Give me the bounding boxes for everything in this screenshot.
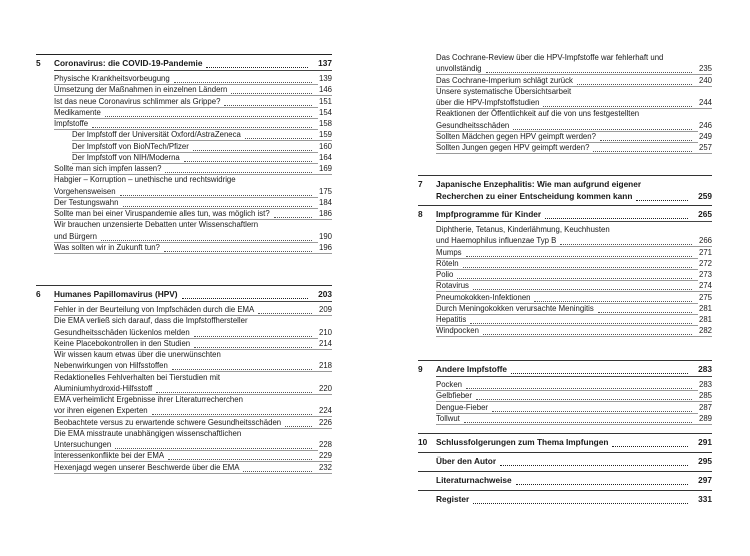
entry-page-number: 281 bbox=[698, 315, 712, 324]
heading-rule bbox=[54, 301, 332, 302]
toc-section-entry[interactable] bbox=[418, 86, 712, 98]
dot-leader bbox=[466, 388, 692, 389]
dot-leader bbox=[156, 392, 312, 393]
entry-title: Die EMA verließ sich darauf, dass die Impfstoffhersteller bbox=[54, 316, 248, 326]
dot-leader bbox=[123, 206, 312, 207]
entry-page-number: 159 bbox=[318, 130, 332, 140]
toc-section-entry[interactable] bbox=[36, 383, 332, 395]
entry-page-number: 220 bbox=[318, 383, 332, 393]
toc-section-entry[interactable] bbox=[418, 247, 712, 259]
dot-leader bbox=[120, 195, 312, 196]
entry-title: Fehler in der Beurteilung von Impfschäden durch die EMA bbox=[54, 305, 255, 314]
entry-title: Wir brauchen unzensierte Debatten unter Wissenschaftlern bbox=[54, 220, 259, 230]
chapter-title: Coronavirus: die COVID-19-Pandemie bbox=[54, 58, 203, 68]
entry-page-number: 184 bbox=[318, 197, 332, 207]
entry-title: EMA verheimlicht Ergebnisse ihrer Literaturrecherchen bbox=[54, 395, 243, 404]
entry-title: Unsere systematische Übersichtsarbeit bbox=[436, 86, 572, 96]
dot-leader bbox=[636, 200, 688, 201]
toc-chapter bbox=[418, 452, 712, 466]
entry-title: Beobachtete versus zu erwartende schwere Gesundheitsschäden bbox=[54, 417, 282, 427]
entry-page-number: 164 bbox=[318, 152, 332, 162]
entry-page-number: 224 bbox=[318, 406, 332, 416]
toc-section-entry[interactable] bbox=[36, 394, 332, 406]
entry-title: Der Impfstoff von BioNTech/Pfizer bbox=[72, 141, 189, 151]
dot-leader bbox=[115, 448, 312, 449]
entry-title: Untersuchungen bbox=[54, 440, 112, 449]
dot-leader bbox=[466, 256, 692, 257]
entry-title: Windpocken bbox=[436, 326, 479, 336]
dot-leader bbox=[285, 426, 312, 427]
entry-page-number: 285 bbox=[698, 391, 712, 401]
toc-section-entry[interactable] bbox=[418, 63, 712, 75]
chapter-title: Register bbox=[436, 494, 470, 504]
chapter-title: Humanes Papillomavirus (HPV) bbox=[54, 289, 178, 299]
entry-page-number: 226 bbox=[318, 417, 332, 427]
entry-page-number: 139 bbox=[318, 74, 332, 83]
dot-leader bbox=[101, 240, 312, 241]
toc-chapter bbox=[36, 285, 332, 472]
entry-title: Impfstoffe bbox=[54, 119, 89, 128]
toc-section-entry[interactable] bbox=[36, 163, 332, 175]
entry-page-number: 175 bbox=[318, 186, 332, 196]
entry-title: Tollwut bbox=[436, 413, 460, 423]
dot-leader bbox=[206, 67, 308, 68]
entry-page-number: 266 bbox=[698, 236, 712, 246]
entry-title: Das Cochrane-Review über die HPV-Impfstoffe war fehlerhaft und bbox=[436, 53, 664, 62]
dot-leader bbox=[243, 471, 312, 472]
chapter-page-number: 203 bbox=[318, 289, 332, 299]
dot-leader bbox=[470, 323, 692, 324]
toc-chapter-heading[interactable] bbox=[418, 436, 712, 449]
toc-section-entry[interactable] bbox=[418, 314, 712, 326]
entry-page-number: 274 bbox=[698, 281, 712, 291]
entry-title: Sollten Mädchen gegen HPV geimpft werden? bbox=[436, 131, 596, 141]
chapter-title: Impfprogramme für Kinder bbox=[436, 209, 542, 219]
dot-leader bbox=[577, 84, 692, 85]
toc-section-entry[interactable] bbox=[36, 428, 332, 440]
entry-page-number: 235 bbox=[698, 64, 712, 74]
entry-page-number: 273 bbox=[698, 270, 712, 279]
entry-title: Die EMA misstraute unabhängigen wissenschaftlichen bbox=[54, 428, 242, 438]
entry-page-number: 151 bbox=[318, 96, 332, 106]
toc-subsection-entry[interactable] bbox=[36, 129, 332, 141]
entry-title: Medikamente bbox=[54, 107, 101, 117]
entry-page-number: 158 bbox=[318, 119, 332, 128]
entry-page-number: 228 bbox=[318, 440, 332, 449]
dot-leader bbox=[473, 503, 688, 504]
toc-chapter-heading[interactable] bbox=[418, 493, 712, 506]
toc-subsection-entry[interactable] bbox=[36, 152, 332, 164]
entry-title: Physische Krankheitsvorbeugung bbox=[54, 74, 170, 83]
dot-leader bbox=[165, 172, 312, 173]
chapter-title: Schlussfolgerungen zum Thema Impfungen bbox=[436, 437, 609, 447]
dot-leader bbox=[172, 369, 312, 370]
entry-page-number: 210 bbox=[318, 327, 332, 337]
entry-page-number: 190 bbox=[318, 231, 332, 241]
entry-title: Hexenjagd wegen unserer Beschwerde über die EMA bbox=[54, 462, 240, 472]
dot-leader bbox=[486, 72, 693, 73]
toc-section-entry[interactable] bbox=[36, 197, 332, 209]
entry-page-number: 271 bbox=[698, 247, 712, 257]
chapter-title: Recherchen zu einer Entscheidung kommen kann bbox=[436, 190, 633, 201]
toc-section-entry[interactable] bbox=[36, 219, 332, 231]
toc-section-entry[interactable] bbox=[36, 174, 332, 186]
toc-section-entry[interactable] bbox=[418, 108, 712, 120]
entry-title: über die HPV-Impfstoffstudien bbox=[436, 98, 540, 107]
toc-section-entry[interactable] bbox=[418, 269, 712, 281]
dot-leader bbox=[184, 161, 312, 162]
toc-section-entry[interactable] bbox=[36, 231, 332, 243]
entry-title: Dengue-Fieber bbox=[436, 402, 489, 412]
entry-title: Interessenkonflikte bei der EMA bbox=[54, 451, 165, 461]
dot-leader bbox=[224, 105, 312, 106]
entry-title: Röteln bbox=[436, 258, 459, 268]
toc-chapter bbox=[36, 54, 332, 252]
toc-section-entry[interactable] bbox=[418, 120, 712, 132]
dot-leader bbox=[164, 251, 312, 252]
entry-page-number: 283 bbox=[698, 380, 712, 389]
toc-section-entry[interactable] bbox=[36, 315, 332, 327]
toc-section-entry[interactable] bbox=[36, 84, 332, 96]
chapter-number: 10 bbox=[418, 437, 428, 447]
toc-chapter bbox=[418, 360, 712, 423]
chapter-page-number: 137 bbox=[318, 58, 332, 68]
toc-section-entry[interactable] bbox=[36, 96, 332, 108]
entry-page-number: 240 bbox=[698, 75, 712, 85]
toc-chapter-heading[interactable] bbox=[418, 190, 712, 203]
dot-leader bbox=[598, 312, 692, 313]
entry-page-number: 146 bbox=[318, 85, 332, 95]
entry-page-number: 209 bbox=[318, 305, 332, 314]
toc-section-entry[interactable] bbox=[36, 372, 332, 384]
entry-title: Aluminiumhydroxid-Hilfsstoff bbox=[54, 383, 153, 393]
entry-page-number: 186 bbox=[318, 209, 332, 218]
toc-subsection-entry[interactable] bbox=[36, 141, 332, 153]
toc-section-entry[interactable] bbox=[36, 186, 332, 198]
toc-section-entry[interactable] bbox=[418, 379, 712, 391]
entry-title: und Bürgern bbox=[54, 231, 97, 241]
chapter-number: 7 bbox=[418, 179, 423, 189]
dot-leader bbox=[174, 82, 312, 83]
dot-leader bbox=[193, 150, 312, 151]
toc-chapter-heading[interactable] bbox=[418, 474, 712, 487]
entry-title: Durch Meningokokken verursachte Meningitis bbox=[436, 303, 594, 313]
toc-section-entry[interactable] bbox=[418, 131, 712, 143]
dot-leader bbox=[513, 129, 692, 130]
toc-section-entry[interactable] bbox=[418, 280, 712, 292]
toc-section-entry[interactable] bbox=[36, 208, 332, 220]
entry-page-number: 160 bbox=[318, 141, 332, 151]
entry-title: Redaktionelles Fehlverhalten bei Tierstudien mit bbox=[54, 372, 220, 382]
entry-title: Keine Placebokontrollen in den Studien bbox=[54, 338, 191, 348]
dot-leader bbox=[245, 138, 312, 139]
chapter-page-number: 259 bbox=[698, 190, 712, 201]
entry-page-number: 272 bbox=[698, 258, 712, 268]
toc-section-entry[interactable] bbox=[418, 224, 712, 236]
toc-section-entry[interactable] bbox=[418, 402, 712, 414]
entry-title: Hepatitis bbox=[436, 315, 467, 324]
toc-chapter bbox=[418, 471, 712, 485]
toc-section-entry[interactable] bbox=[36, 242, 332, 254]
toc-chapter bbox=[418, 205, 712, 336]
toc-section-entry[interactable] bbox=[418, 97, 712, 109]
chapter-title: Literaturnachweise bbox=[436, 475, 512, 485]
entry-rule bbox=[436, 153, 712, 154]
entry-page-number: 229 bbox=[318, 451, 332, 461]
dot-leader bbox=[274, 217, 312, 218]
toc-section-entry[interactable] bbox=[36, 327, 332, 339]
toc-section-entry[interactable] bbox=[418, 142, 712, 154]
dot-leader bbox=[168, 459, 312, 460]
dot-leader bbox=[560, 244, 692, 245]
chapter-number: 6 bbox=[36, 289, 41, 299]
chapter-number: 9 bbox=[418, 364, 423, 374]
entry-title: Vorgehensweisen bbox=[54, 186, 116, 196]
entry-title: Polio bbox=[436, 270, 454, 279]
entry-page-number: 214 bbox=[318, 338, 332, 348]
toc-right-page bbox=[418, 0, 712, 556]
entry-title: Ist das neue Coronavirus schlimmer als Grippe? bbox=[54, 96, 221, 106]
entry-rule bbox=[54, 473, 332, 474]
toc-chapter-heading[interactable] bbox=[418, 208, 712, 221]
chapter-title: Andere Impfstoffe bbox=[436, 364, 507, 374]
dot-leader bbox=[92, 127, 312, 128]
dot-leader bbox=[457, 278, 692, 279]
dot-leader bbox=[476, 399, 692, 400]
toc-section-entry[interactable] bbox=[36, 304, 332, 316]
toc-section-entry[interactable] bbox=[418, 390, 712, 402]
entry-title: Pneumokokken-Infektionen bbox=[436, 292, 531, 302]
entry-page-number: 218 bbox=[318, 361, 332, 371]
dot-leader bbox=[182, 298, 308, 299]
entry-title: Pocken bbox=[436, 380, 463, 389]
dot-leader bbox=[545, 218, 688, 219]
toc-section-entry[interactable] bbox=[418, 292, 712, 304]
dot-leader bbox=[511, 373, 688, 374]
toc-section-entry[interactable] bbox=[418, 52, 712, 64]
entry-title: Umsetzung der Maßnahmen in einzelnen Ländern bbox=[54, 85, 228, 95]
toc-chapter-heading[interactable] bbox=[418, 363, 712, 376]
entry-title: Sollte man bei einer Viruspandemie alles tun, was möglich ist? bbox=[54, 209, 270, 218]
heading-rule bbox=[436, 221, 712, 222]
entry-title: Nebenwirkungen von Hilfsstoffen bbox=[54, 361, 168, 371]
toc-chapter bbox=[418, 490, 712, 504]
chapter-title: Japanische Enzephalitis: Wie man aufgrund eigener bbox=[436, 179, 642, 189]
entry-title: Diphtherie, Tetanus, Kinderlähmung, Keuchhusten bbox=[436, 225, 610, 234]
toc-section-entry[interactable] bbox=[36, 405, 332, 417]
toc-section-entry[interactable] bbox=[418, 413, 712, 425]
heading-rule bbox=[436, 376, 712, 377]
dot-leader bbox=[492, 411, 692, 412]
entry-title: Mumps bbox=[436, 247, 462, 257]
dot-leader bbox=[516, 484, 688, 485]
toc-section-entry[interactable] bbox=[36, 73, 332, 85]
entry-page-number: 257 bbox=[698, 143, 712, 152]
chapter-title: Über den Autor bbox=[436, 456, 497, 466]
entry-title: und Haemophilus influenzae Typ B bbox=[436, 236, 557, 246]
toc-section-entry[interactable] bbox=[36, 107, 332, 119]
entry-title: Sollte man sich impfen lassen? bbox=[54, 164, 162, 173]
entry-title: Gelbfieber bbox=[436, 391, 472, 401]
entry-title: Rotavirus bbox=[436, 281, 469, 291]
entry-page-number: 287 bbox=[698, 402, 712, 412]
toc-section-entry[interactable] bbox=[36, 338, 332, 350]
toc-section-entry[interactable] bbox=[36, 360, 332, 372]
toc-chapter-heading[interactable] bbox=[418, 455, 712, 468]
entry-page-number: 232 bbox=[318, 462, 332, 472]
toc-section-entry[interactable] bbox=[36, 118, 332, 130]
entry-title: Gesundheitsschäden bbox=[436, 120, 510, 130]
entry-page-number: 282 bbox=[698, 326, 712, 336]
entry-title: Sollten Jungen gegen HPV geimpft werden? bbox=[436, 143, 590, 152]
toc-chapter bbox=[418, 433, 712, 447]
entry-title: Wir wissen kaum etwas über die unerwünschten bbox=[54, 350, 221, 359]
entry-title: Der Testungswahn bbox=[54, 197, 119, 207]
entry-page-number: 246 bbox=[698, 120, 712, 130]
entry-title: Der Impfstoff von NIH/Moderna bbox=[72, 152, 180, 162]
entry-title: Das Cochrane-Imperium schlägt zurück bbox=[436, 75, 573, 85]
entry-title: unvollständig bbox=[436, 64, 482, 74]
toc-section-entry[interactable] bbox=[418, 75, 712, 87]
toc-left-page bbox=[36, 0, 332, 556]
entry-rule bbox=[436, 336, 712, 337]
toc-section-entry[interactable] bbox=[418, 258, 712, 270]
heading-rule bbox=[54, 70, 332, 71]
dot-leader bbox=[258, 313, 312, 314]
dot-leader bbox=[593, 151, 692, 152]
dot-leader bbox=[194, 336, 312, 337]
dot-leader bbox=[105, 116, 312, 117]
chapter-page-number: 297 bbox=[698, 475, 712, 485]
entry-page-number: 281 bbox=[698, 303, 712, 313]
entry-title: Habgier – Korruption – unethische und rechtswidrige bbox=[54, 175, 236, 185]
entry-page-number: 275 bbox=[698, 292, 712, 302]
dot-leader bbox=[463, 267, 692, 268]
entry-title: Reaktionen der Öffentlichkeit auf die von uns festgestellten bbox=[436, 109, 640, 119]
entry-rule bbox=[436, 424, 712, 425]
chapter-page-number: 283 bbox=[698, 364, 712, 374]
entry-page-number: 289 bbox=[698, 413, 712, 423]
entry-page-number: 196 bbox=[318, 242, 332, 252]
chapter-number: 8 bbox=[418, 209, 423, 219]
toc-chapter bbox=[418, 175, 712, 201]
toc-section-entry[interactable] bbox=[36, 439, 332, 451]
dot-leader bbox=[194, 347, 312, 348]
dot-leader bbox=[483, 334, 692, 335]
entry-page-number: 244 bbox=[698, 98, 712, 107]
toc-section-entry[interactable] bbox=[418, 235, 712, 247]
chapter-page-number: 295 bbox=[698, 456, 712, 466]
entry-title: vor ihren eigenen Experten bbox=[54, 406, 148, 416]
toc-section-entry[interactable] bbox=[36, 450, 332, 462]
toc-chapter-heading[interactable] bbox=[36, 57, 332, 70]
dot-leader bbox=[231, 93, 312, 94]
toc-section-entry[interactable] bbox=[418, 325, 712, 337]
dot-leader bbox=[600, 140, 692, 141]
dot-leader bbox=[473, 289, 692, 290]
entry-page-number: 169 bbox=[318, 164, 332, 173]
dot-leader bbox=[534, 301, 692, 302]
chapter-page-number: 291 bbox=[698, 437, 712, 447]
entry-title: Der Impfstoff der Universität Oxford/AstraZeneca bbox=[72, 130, 241, 140]
toc-section-entry[interactable] bbox=[36, 417, 332, 429]
dot-leader bbox=[543, 106, 692, 107]
dot-leader bbox=[500, 465, 688, 466]
entry-page-number: 249 bbox=[698, 131, 712, 141]
entry-title: Gesundheitsschäden lückenlos melden bbox=[54, 327, 190, 337]
chapter-page-number: 331 bbox=[698, 494, 712, 504]
toc-chapter-heading[interactable] bbox=[36, 288, 332, 301]
entry-rule bbox=[54, 253, 332, 254]
dot-leader bbox=[152, 414, 312, 415]
entry-page-number: 154 bbox=[318, 107, 332, 117]
entry-title: Was sollten wir in Zukunft tun? bbox=[54, 242, 160, 252]
dot-leader bbox=[464, 422, 692, 423]
chapter-page-number: 265 bbox=[698, 209, 712, 219]
chapter-number: 5 bbox=[36, 58, 41, 68]
toc-section-entry[interactable] bbox=[418, 303, 712, 315]
dot-leader bbox=[612, 446, 688, 447]
toc-section-entry[interactable] bbox=[36, 349, 332, 361]
toc-section-entry[interactable] bbox=[36, 462, 332, 474]
